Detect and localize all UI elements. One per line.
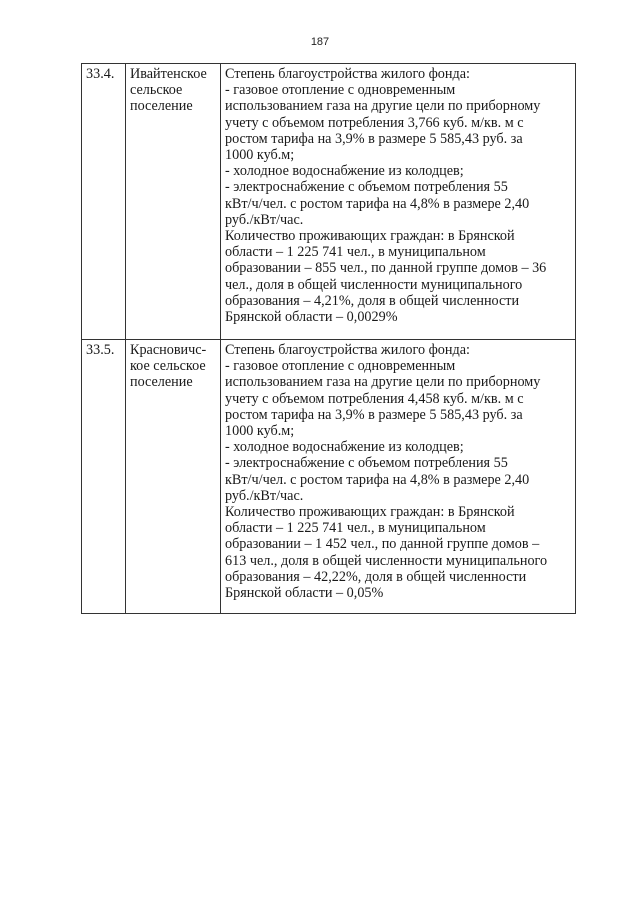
description-line: образования – 4,21%, доля в общей численности bbox=[225, 292, 520, 309]
housing-description bbox=[221, 340, 576, 614]
row-number: 33.4. bbox=[82, 64, 126, 340]
description-line: Степень благоустройства жилого фонда: bbox=[225, 342, 470, 358]
description-line: использованием газа на другие цели по приборному bbox=[225, 98, 541, 115]
name-line: Красновичс- bbox=[130, 342, 207, 358]
data-table bbox=[81, 63, 576, 614]
description-line: 1000 куб.м; bbox=[225, 423, 295, 440]
description-line: образовании – 855 чел., по данной группе домов – 36 bbox=[225, 260, 547, 277]
description-line: образования – 42,22%, доля в общей численности bbox=[225, 568, 527, 585]
name-line: Ивайтенское bbox=[130, 66, 207, 82]
description-line: Степень благоустройства жилого фонда: bbox=[225, 66, 470, 82]
name-line: поселение bbox=[130, 98, 193, 115]
description-line: - газовое отопление с одновременным bbox=[225, 358, 456, 375]
description-line: области – 1 225 741 чел., в муниципальном bbox=[225, 244, 486, 261]
description-line: - электроснабжение с объемом потребления 55 bbox=[225, 179, 508, 196]
settlement-name bbox=[126, 340, 221, 614]
description-line: - газовое отопление с одновременным bbox=[225, 82, 456, 99]
settlement-name bbox=[126, 64, 221, 340]
page-number: 187 bbox=[310, 36, 330, 48]
table-row bbox=[82, 64, 576, 340]
description-line: 1000 куб.м; bbox=[225, 147, 295, 164]
name-line: сельское bbox=[130, 82, 183, 99]
description-line: - холодное водоснабжение из колодцев; bbox=[225, 163, 464, 180]
description-line: - электроснабжение с объемом потребления 55 bbox=[225, 455, 508, 472]
table-row bbox=[82, 340, 576, 614]
description-line: Брянской области – 0,05% bbox=[225, 585, 384, 602]
row-number: 33.5. bbox=[82, 340, 126, 614]
name-line: поселение bbox=[130, 374, 193, 391]
description-line: учету с объемом потребления 4,458 куб. м/кв. м с bbox=[225, 390, 524, 407]
description-line: 613 чел., доля в общей численности муниципального bbox=[225, 552, 548, 569]
description-line: области – 1 225 741 чел., в муниципальном bbox=[225, 520, 486, 537]
housing-description bbox=[221, 64, 576, 340]
description-line: - холодное водоснабжение из колодцев; bbox=[225, 439, 464, 456]
description-line: чел., доля в общей численности муниципального bbox=[225, 276, 523, 293]
description-line: ростом тарифа на 3,9% в размере 5 585,43 руб. за bbox=[225, 406, 523, 423]
description-line: кВт/ч/чел. с ростом тарифа на 4,8% в размере 2,40 bbox=[225, 195, 530, 212]
description-line: Количество проживающих граждан: в Брянской bbox=[225, 504, 515, 521]
description-line: ростом тарифа на 3,9% в размере 5 585,43 руб. за bbox=[225, 130, 523, 147]
description-line: образовании – 1 452 чел., по данной группе домов – bbox=[225, 536, 540, 553]
description-line: Брянской области – 0,0029% bbox=[225, 309, 398, 326]
description-line: руб./кВт/час. bbox=[225, 487, 304, 504]
description-line: Количество проживающих граждан: в Брянской bbox=[225, 228, 515, 245]
description-line: руб./кВт/час. bbox=[225, 211, 304, 228]
name-line: кое сельское bbox=[130, 358, 206, 375]
description-line: кВт/ч/чел. с ростом тарифа на 4,8% в размере 2,40 bbox=[225, 471, 530, 488]
description-line: учету с объемом потребления 3,766 куб. м/кв. м с bbox=[225, 114, 524, 131]
description-line: использованием газа на другие цели по приборному bbox=[225, 374, 541, 391]
